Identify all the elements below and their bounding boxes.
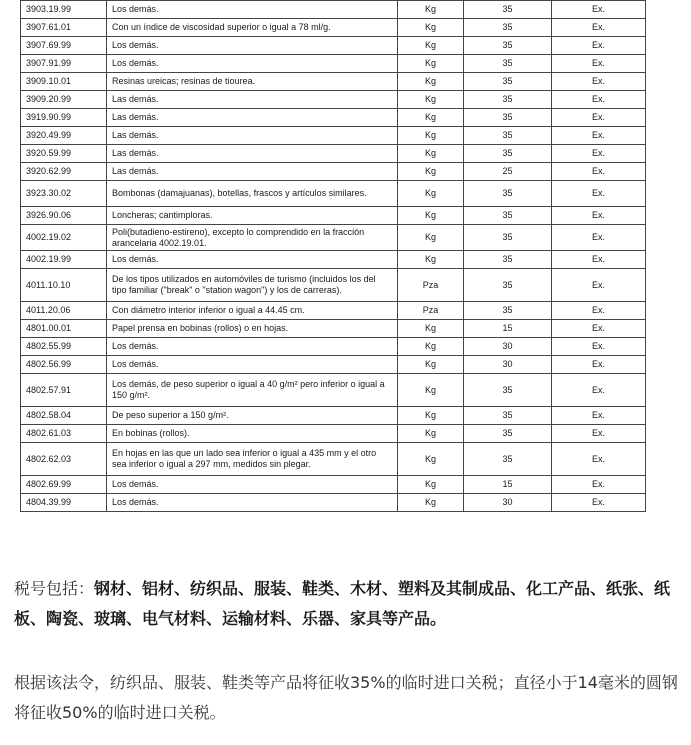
- tariff-code: 4802.61.03: [21, 425, 107, 443]
- tariff-rate: 15: [464, 476, 552, 494]
- tariff-code: 3903.19.99: [21, 1, 107, 19]
- tariff-ex: Ex.: [552, 127, 646, 145]
- tariff-description: Los demás.: [107, 55, 398, 73]
- tariff-rate: 15: [464, 320, 552, 338]
- tariff-rate: 35: [464, 91, 552, 109]
- tariff-description: Las demás.: [107, 163, 398, 181]
- tariff-code: 3919.90.99: [21, 109, 107, 127]
- tariff-code: 3907.61.01: [21, 19, 107, 37]
- tariff-unit: Kg: [398, 91, 464, 109]
- tariff-unit: Kg: [398, 181, 464, 207]
- tariff-rate: 35: [464, 207, 552, 225]
- tariff-unit: Kg: [398, 338, 464, 356]
- tariff-unit: Kg: [398, 374, 464, 407]
- tariff-code: 4802.55.99: [21, 338, 107, 356]
- tariff-ex: Ex.: [552, 269, 646, 302]
- tariff-rate: 35: [464, 109, 552, 127]
- table-row: [21, 37, 646, 55]
- tariff-code: 4011.10.10: [21, 269, 107, 302]
- tariff-ex: Ex.: [552, 374, 646, 407]
- tariff-unit: Kg: [398, 37, 464, 55]
- tariff-rate: 35: [464, 225, 552, 251]
- tariff-unit: Kg: [398, 109, 464, 127]
- tariff-ex: Ex.: [552, 494, 646, 512]
- table-row: [21, 163, 646, 181]
- tariff-rate: 35: [464, 19, 552, 37]
- tariff-ex: Ex.: [552, 1, 646, 19]
- tariff-description: Los demás.: [107, 476, 398, 494]
- tariff-unit: Pza: [398, 302, 464, 320]
- table-row: [21, 425, 646, 443]
- tariff-code: 4002.19.99: [21, 251, 107, 269]
- table-row: [21, 407, 646, 425]
- table-row: [21, 269, 646, 302]
- tariff-description: Las demás.: [107, 127, 398, 145]
- tariff-code: 3909.10.01: [21, 73, 107, 91]
- tariff-description: Con diámetro interior inferior o igual a 44.45 cm.: [107, 302, 398, 320]
- tariff-ex: Ex.: [552, 91, 646, 109]
- tariff-ex: Ex.: [552, 407, 646, 425]
- tariff-ex: Ex.: [552, 320, 646, 338]
- tariff-unit: Kg: [398, 127, 464, 145]
- tariff-code: 4802.62.03: [21, 443, 107, 476]
- tariff-unit: Kg: [398, 425, 464, 443]
- tariff-unit: Kg: [398, 251, 464, 269]
- tariff-unit: Kg: [398, 356, 464, 374]
- tariff-unit: Kg: [398, 476, 464, 494]
- tariff-ex: Ex.: [552, 302, 646, 320]
- tariff-code: 4002.19.02: [21, 225, 107, 251]
- tariff-rate: 35: [464, 127, 552, 145]
- table-row: [21, 19, 646, 37]
- table-row: [21, 494, 646, 512]
- tariff-unit: Kg: [398, 443, 464, 476]
- product-scope-paragraph: [14, 574, 684, 634]
- tariff-ex: Ex.: [552, 225, 646, 251]
- tariff-description: Resinas ureicas; resinas de tiourea.: [107, 73, 398, 91]
- tariff-unit: Kg: [398, 407, 464, 425]
- table-row: [21, 302, 646, 320]
- tariff-code: 3907.69.99: [21, 37, 107, 55]
- table-row: [21, 145, 646, 163]
- tariff-code: 4801.00.01: [21, 320, 107, 338]
- tariff-description: Con un índice de viscosidad superior o igual a 78 ml/g.: [107, 19, 398, 37]
- tariff-code: 3920.49.99: [21, 127, 107, 145]
- tariff-description: Las demás.: [107, 109, 398, 127]
- tariff-unit: Kg: [398, 320, 464, 338]
- tariff-code: 3907.91.99: [21, 55, 107, 73]
- tariff-description: De los tipos utilizados en automóviles de turismo (incluidos los del tipo familiar ("break" o "station wagon") y los de carreras).: [107, 269, 398, 302]
- tariff-ex: Ex.: [552, 163, 646, 181]
- table-row: [21, 476, 646, 494]
- table-row: [21, 356, 646, 374]
- product-scope-list: 钢材、铝材、纺织品、服装、鞋类、木材、塑料及其制成品、化工产品、纸张、纸板、陶瓷、玻璃、电气材料、运输材料、乐器、家具等产品。: [14, 579, 671, 628]
- tariff-unit: Pza: [398, 269, 464, 302]
- tariff-ex: Ex.: [552, 55, 646, 73]
- tariff-code: 3909.20.99: [21, 91, 107, 109]
- table-row: [21, 73, 646, 91]
- table-row: [21, 1, 646, 19]
- product-scope-prefix: 税号包括：: [14, 579, 95, 598]
- tariff-ex: Ex.: [552, 476, 646, 494]
- tariff-unit: Kg: [398, 19, 464, 37]
- table-row: [21, 207, 646, 225]
- table-row: [21, 181, 646, 207]
- tariff-rate: 35: [464, 425, 552, 443]
- tariff-description: Los demás.: [107, 356, 398, 374]
- tariff-description: En bobinas (rollos).: [107, 425, 398, 443]
- tariff-code: 4802.58.04: [21, 407, 107, 425]
- table-row: [21, 338, 646, 356]
- tariff-rate: 30: [464, 338, 552, 356]
- tariff-description: Los demás.: [107, 251, 398, 269]
- tariff-ex: Ex.: [552, 356, 646, 374]
- tariff-description: Papel prensa en bobinas (rollos) o en hojas.: [107, 320, 398, 338]
- tariff-ex: Ex.: [552, 251, 646, 269]
- tariff-unit: Kg: [398, 73, 464, 91]
- table-row: [21, 374, 646, 407]
- tariff-ex: Ex.: [552, 443, 646, 476]
- tariff-unit: Kg: [398, 163, 464, 181]
- tariff-code: 4804.39.99: [21, 494, 107, 512]
- tariff-rate: 35: [464, 1, 552, 19]
- table-row: [21, 251, 646, 269]
- tariff-rate: 35: [464, 181, 552, 207]
- tariff-code: 3920.59.99: [21, 145, 107, 163]
- tariff-rate: 35: [464, 443, 552, 476]
- tariff-unit: Kg: [398, 55, 464, 73]
- tariff-description: De peso superior a 150 g/m².: [107, 407, 398, 425]
- tariff-rate: 35: [464, 73, 552, 91]
- tariff-ex: Ex.: [552, 19, 646, 37]
- table-row: [21, 225, 646, 251]
- tariff-description: En hojas en las que un lado sea inferior o igual a 435 mm y el otro sea inferior o igual a 297 mm, medidos sin plegar.: [107, 443, 398, 476]
- tariff-rate: 35: [464, 374, 552, 407]
- tariff-description: Los demás.: [107, 338, 398, 356]
- tariff-rate: 35: [464, 302, 552, 320]
- tariff-rate: 35: [464, 55, 552, 73]
- tariff-description: Loncheras; cantimploras.: [107, 207, 398, 225]
- tariff-ex: Ex.: [552, 73, 646, 91]
- tariff-description: Los demás.: [107, 1, 398, 19]
- tariff-ex: Ex.: [552, 181, 646, 207]
- tariff-description: Poli(butadieno-estireno), excepto lo comprendido en la fracción arancelaria 4002.19.01.: [107, 225, 398, 251]
- tariff-unit: Kg: [398, 1, 464, 19]
- tariff-table-container: [20, 0, 646, 512]
- tariff-unit: Kg: [398, 145, 464, 163]
- tariff-description: Las demás.: [107, 91, 398, 109]
- tariff-rate: 35: [464, 269, 552, 302]
- table-row: [21, 109, 646, 127]
- tariff-description: Bombonas (damajuanas), botellas, frascos y artículos similares.: [107, 181, 398, 207]
- tariff-description: Los demás, de peso superior o igual a 40 g/m² pero inferior o igual a 150 g/m².: [107, 374, 398, 407]
- tariff-table: [20, 0, 646, 512]
- tariff-unit: Kg: [398, 225, 464, 251]
- tariff-description: Las demás.: [107, 145, 398, 163]
- tariff-rate: 35: [464, 37, 552, 55]
- tariff-unit: Kg: [398, 494, 464, 512]
- tariff-ex: Ex.: [552, 207, 646, 225]
- tariff-code: 3926.90.06: [21, 207, 107, 225]
- tariff-ex: Ex.: [552, 425, 646, 443]
- tariff-rate: 30: [464, 356, 552, 374]
- tariff-rate: 30: [464, 494, 552, 512]
- tariff-ex: Ex.: [552, 109, 646, 127]
- table-row: [21, 91, 646, 109]
- tariff-code: 4802.57.91: [21, 374, 107, 407]
- tariff-ex: Ex.: [552, 145, 646, 163]
- tariff-rate: 35: [464, 407, 552, 425]
- table-row: [21, 443, 646, 476]
- tariff-code: 3923.30.02: [21, 181, 107, 207]
- tariff-code: 3920.62.99: [21, 163, 107, 181]
- tariff-code: 4802.69.99: [21, 476, 107, 494]
- tariff-ex: Ex.: [552, 338, 646, 356]
- tariff-ex: Ex.: [552, 37, 646, 55]
- tariff-description: Los demás.: [107, 37, 398, 55]
- table-row: [21, 127, 646, 145]
- tariff-rate-paragraph: 根据该法令，纺织品、服装、鞋类等产品将征收35%的临时进口关税；直径小于14毫米的圆钢将征收50%的临时进口关税。: [14, 673, 678, 722]
- tariff-description: Los demás.: [107, 494, 398, 512]
- tariff-unit: Kg: [398, 207, 464, 225]
- tariff-code: 4802.56.99: [21, 356, 107, 374]
- table-row: [21, 55, 646, 73]
- tariff-rate: 25: [464, 163, 552, 181]
- table-row: [21, 320, 646, 338]
- tariff-code: 4011.20.06: [21, 302, 107, 320]
- tariff-rate: 35: [464, 251, 552, 269]
- tariff-rate: 35: [464, 145, 552, 163]
